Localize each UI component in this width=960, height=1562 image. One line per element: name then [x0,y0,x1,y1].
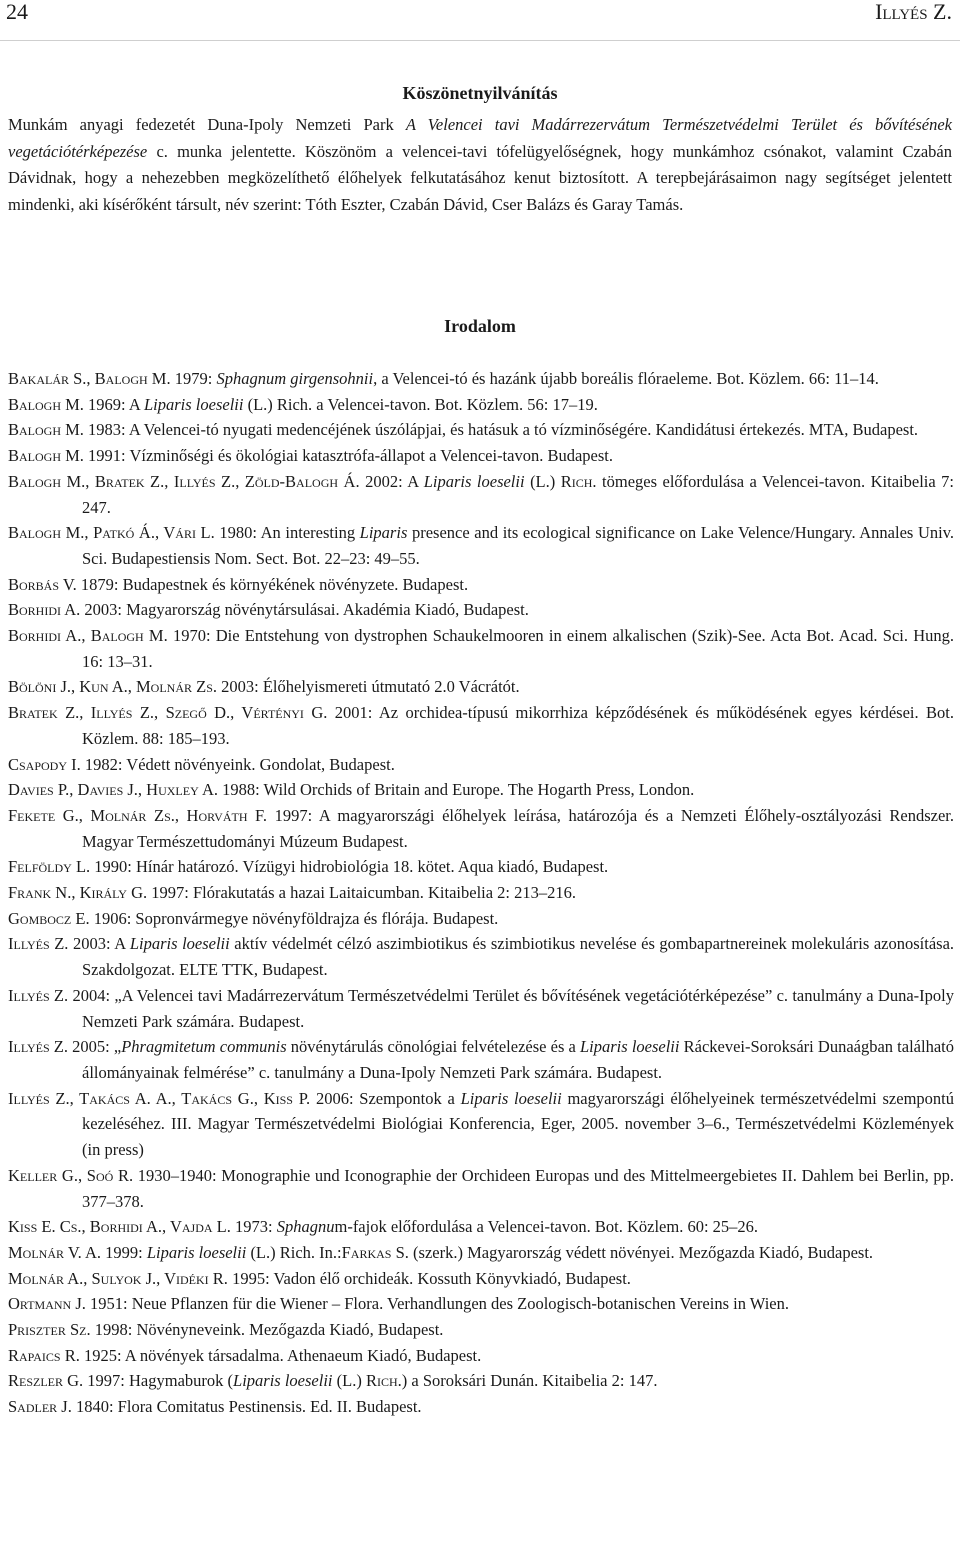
reference-authors: Borhidi A., Balogh M. [8,626,168,646]
reference-taxon: Liparis loeselii [423,471,525,491]
reference-taxon: Liparis loeselii [146,1242,247,1262]
reference-taxon: Liparis loeselii [579,1037,680,1057]
reference-entry [8,520,954,571]
reference-text: 2002: A [359,471,424,491]
reference-entry [8,597,954,623]
reference-text: 2003: Magyarország növénytársulásai. Akadémia Kiadó, Budapest. [80,600,529,620]
reference-authors: Csapody I. [8,754,81,774]
reference-text: 1973: [230,1217,277,1237]
reference-entry [8,1368,954,1394]
reference-entry [8,674,954,700]
reference-authors: Bakalár S., Balogh M. [8,369,171,388]
reference-taxon: Liparis loeselii [233,1371,333,1391]
reference-authors: Fekete G., Molnár Zs., Horváth F. [8,805,268,825]
reference-text: aktív védelmét célzó aszimbiotikus és szimbiotikus nevelése és gombapartnereinek molekuláris azonosítása. Szakdolgozat. ELTE TTK, Budapest. [82,934,955,980]
reference-text: (L.) [524,471,561,491]
ack-text-2: c. munka jelentette. Köszönöm a velencei-tavi tófelügyelőségnek, hogy munkámhoz csónakot, valamint Czabán Dávidnak, hogy a nehezebben megközelíthető élőhelyek felkutatásához kenut biztosított. A terepbejárásaimon nagy segítséget jelentett mindenki, aki kísérőként társult, név szerint: Tóth Eszter, Czabán Dávid, Cser Balázs és Garay Tamás. [8,141,952,214]
reference-text: növénytárulás cönológiai felvételezése és a [286,1037,580,1057]
reference-text: 1988: Wild Orchids of Britain and Europe. The Hogarth Press, London. [218,780,695,800]
reference-text: 2003: Élőhelyismereti útmutató 2.0 Vácrátót. [217,677,520,697]
reference-text: (L.) [332,1371,366,1391]
reference-authors: Priszter Sz. [8,1320,91,1340]
reference-entry [8,983,954,1034]
reference-text: magyarországi élőhelyeinek természetvédelmi szempontú kezeléséhez. III. Magyar Természetvédelmi Biológiai Konferencia, Eger, 2005. november 3–6., Természetvédelmi Közlemények (in press) [82,1088,955,1160]
reference-text: (L.) Rich. a Velencei-tavon. Bot. Közlem. 56: 17–19. [243,394,598,414]
reference-taxon: Sphagnum girgensohnii [216,369,374,388]
reference-authors: Balogh M. [8,446,84,466]
page-number: 24 [6,0,28,24]
reference-authors: Illyés Z., Takács A. A., Takács G., Kiss P. [8,1088,311,1108]
reference-text: 1951: Neue Pflanzen für die Wiener – Flora. Verhandlungen des Zoologisch-botanischen Vereins in Wien. [85,1294,789,1314]
page-header [0,0,960,41]
reference-entry [8,1343,954,1369]
reference-authors: Bratek Z., Illyés Z., Szegő D., Vértényi G. [8,703,328,723]
reference-authors: Sadler J. [8,1397,72,1417]
reference-taxon: Liparis [359,523,408,543]
reference-authors: Balogh M. [8,394,84,414]
reference-name: Rich [365,1371,398,1391]
reference-text: (L.) Rich. In.: [246,1242,342,1262]
reference-text: 1997: Flórakutatás a hazai Laitaicumban. Kitaibelia 2: 213–216. [147,883,577,903]
reference-entry [8,1086,954,1163]
reference-text: . tömeges előfordulása a Velencei-tavon. Kitaibelia 7: 247. [82,471,955,517]
reference-authors: Frank N., Király G. [8,883,148,903]
reference-authors: Balogh M. [8,420,84,440]
reference-text: 1970: Die Entstehung von dystrophen Schaukelmooren in einem alkalischen (Szik)-See. Acta Bot. Acad. Sci. Hung. 16: 13–31. [82,626,954,671]
reference-text: 2006: Szempontok a [310,1088,461,1108]
reference-entry [8,417,954,443]
reference-text: presence and its ecological significance on Lake Velence/Hungary. Annales Univ. Sci. Budapestiensis Nom. Sect. Bot. 22–23: 49–55. [82,523,954,568]
reference-text: 1997: A magyarországi élőhelyek leírása, határozója és a Nemzeti Élőhely-osztályozási Rendszer. Magyar Természettudományi Múzeum Budapest. [82,805,954,851]
reference-entry [8,700,954,751]
reference-text: .) a Soroksári Dunán. Kitaibelia 2: 147. [397,1371,658,1391]
reference-text: 2003: A [68,934,130,954]
reference-authors: Molnár V. A. [8,1242,101,1262]
reference-authors: Molnár A., Sulyok J., Vidéki R. [8,1268,228,1288]
reference-authors: Felföldy L. [8,857,91,877]
reference-entry [8,777,954,803]
reference-entry [8,469,954,520]
reference-authors: Rapaics R. [8,1345,80,1365]
reference-authors: Illyés Z. [8,1037,68,1057]
reference-text: 1906: Sopronvármegye növényföldrajza és flórája. Budapest. [89,908,499,928]
reference-text: m-fajok előfordulása a Velencei-tavon. Bot. Közlem. 60: 25–26. [334,1217,759,1237]
ack-text-1: Munkám anyagi fedezetét Duna-Ipoly Nemzeti Park [8,115,406,134]
reference-text: 1983: A Velencei-tó nyugati medencéjének úszólápjai, és hatásuk a tó vízminőségére. Kandidátusi értekezés. MTA, Budapest. [83,420,919,440]
reference-text: 2001: Az orchidea-típusú mikorrhiza képződésének és működésének egyes kérdései. Bot. Közlem. 88: 185–193. [82,703,954,748]
reference-text: 1997: Hagymaburok ( [83,1371,234,1391]
reference-entry [8,1291,954,1317]
reference-authors: Kiss E. Cs., Borhidi A., Vajda L. [8,1217,231,1237]
running-head: Illyés Z. [875,0,952,24]
reference-name: Rich [560,471,593,491]
acknowledgements-title: Köszönetnyilvánítás [402,83,558,103]
reference-entry [8,906,954,932]
reference-entry [8,752,954,778]
literature-title: Irodalom [444,316,516,336]
reference-taxon: Phragmitetum communis [121,1037,287,1057]
reference-entry [8,392,954,418]
reference-text: 2004: „A Velencei tavi Madárrezervátum Természetvédelmi Terület és bővítésének vegetációtérképezése” c. tanulmány a Duna-Ipoly Nemzeti Park számára. Budapest. [68,985,954,1031]
reference-taxon: Liparis loeselii [460,1088,562,1108]
reference-text: 1840: Flora Comitatus Pestinensis. Ed. II. Budapest. [71,1397,422,1417]
reference-text: 1982: Védett növényeink. Gondolat, Budapest. [80,754,395,774]
reference-authors: Borbás V. [8,574,77,594]
reference-authors: Illyés Z. [8,985,69,1005]
reference-text: 1999: [101,1242,147,1262]
reference-text: 2005: „ [67,1037,122,1057]
reference-taxon: Sphagnu [276,1217,335,1237]
reference-entry [8,1214,954,1240]
reference-entry [8,572,954,598]
reference-text: 1998: Növényneveink. Mezőgazda Kiadó, Budapest. [90,1320,444,1340]
acknowledgements-paragraph [8,112,952,218]
reference-entry [8,1034,954,1085]
reference-name: Farkas [341,1242,392,1262]
reference-entry [8,1317,954,1343]
reference-entry [8,803,954,854]
reference-text: 1991: Vízminőségi és ökológiai katasztrófa-állapot a Velencei-tavon. Budapest. [83,446,614,466]
reference-entry [8,1163,954,1214]
reference-text: 1995: Vadon élő orchideák. Kossuth Könyvkiadó, Budapest. [227,1268,631,1288]
reference-entry [8,623,954,674]
reference-authors: Balogh M., Patkó Á., Vári L. [8,523,215,543]
reference-text: 1969: A [83,394,144,414]
reference-entry [8,880,954,906]
reference-authors: Balogh M., Bratek Z., Illyés Z., Zöld-Balogh Á. [8,471,360,491]
reference-authors: Reszler G. [8,1371,84,1391]
reference-text: 1879: Budapestnek és környékének növényzete. Budapest. [76,574,469,594]
reference-entry [8,366,954,392]
ack-text-project-title: A Velencei tavi Madárrezervátum Természetvédelmi Terület és bővítésének vegetációtérképezése [8,115,952,161]
reference-text: S. (szerk.) Magyarország védett növényei. Mezőgazda Kiadó, Budapest. [391,1242,874,1262]
reference-text: 1979: [170,369,217,388]
reference-entry [8,1240,954,1266]
reference-text: 1925: A növények társadalma. Athenaeum Kiadó, Budapest. [79,1345,482,1365]
reference-authors: Illyés Z. [8,934,69,954]
reference-text: Ráckevei-Soroksári Dunaágban található állományainak felmérése” c. tanulmány a Duna-Ipoly Nemzeti Park számára. Budapest. [82,1037,954,1082]
reference-text: 1980: An interesting [214,523,360,543]
reference-text: 1930–1940: Monographie und Iconographie der Orchideen Europas und des Mittelmeergebietes II. Dahlem bei Berlin, pp. 377–378. [82,1165,955,1211]
reference-taxon: Liparis loeselii [143,394,244,414]
reference-taxon: Liparis loeselii [129,934,230,954]
reference-authors: Borhidi A. [8,600,81,620]
reference-entry [8,1266,954,1292]
reference-list [8,366,954,1420]
reference-authors: Keller G., Soó R. [8,1165,134,1185]
reference-authors: Gombocz E. [8,908,90,928]
reference-entry [8,443,954,469]
reference-text: 1990: Hínár határozó. Vízügyi hidrobiológia 18. kötet. Aqua kiadó, Budapest. [90,857,609,877]
reference-authors: Davies P., Davies J., Huxley A. [8,780,218,800]
reference-authors: Ortmann J. [8,1294,86,1314]
reference-entry [8,1394,954,1420]
reference-entry [8,854,954,880]
reference-entry [8,931,954,982]
reference-authors: Bölöni J., Kun A., Molnár Zs. [8,677,218,697]
reference-text: , a Velencei-tó és hazánk újabb boreális flóraeleme. Bot. Közlem. 66: 11–14. [373,369,879,388]
